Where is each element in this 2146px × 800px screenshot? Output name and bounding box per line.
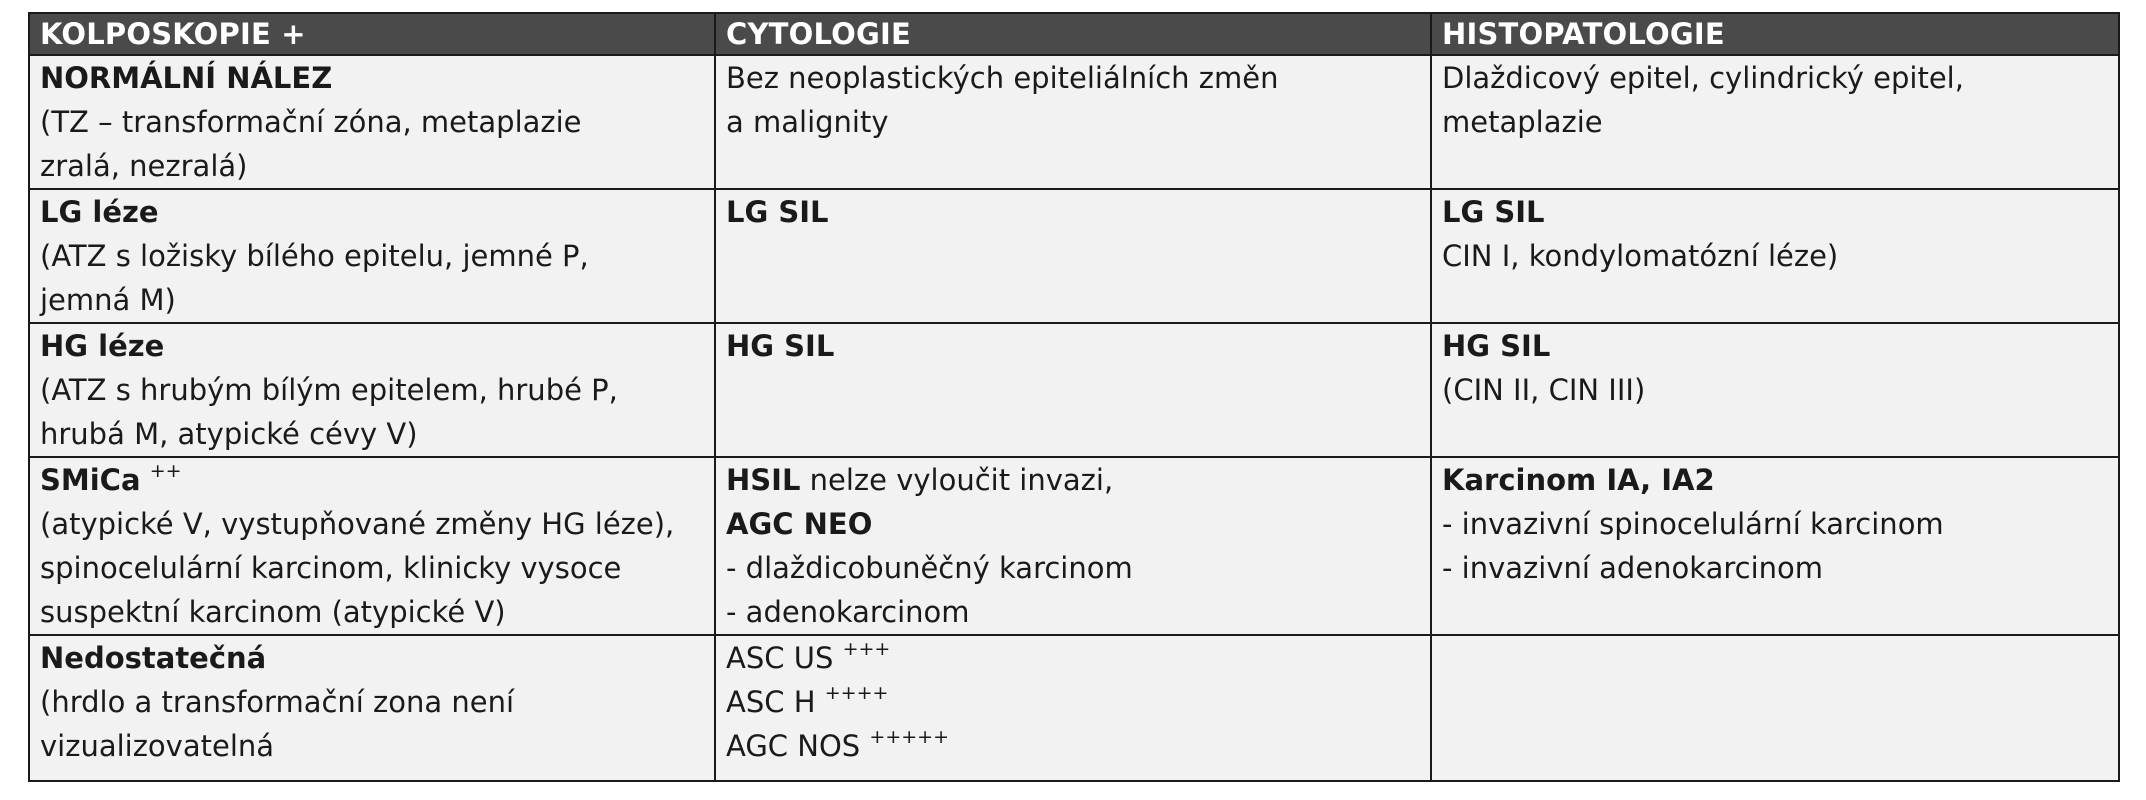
- cell-kolposkopie: [29, 635, 715, 781]
- cell-line: hrubá M, atypické cévy V): [40, 417, 418, 451]
- header-kolposkopie: KOLPOSKOPIE +: [29, 13, 715, 55]
- item-text: ASC H: [726, 685, 816, 719]
- table-row: [29, 55, 2119, 189]
- table-row: [29, 323, 2119, 457]
- cell-line: Dlaždicový epitel, cylindrický epitel,: [1442, 61, 1964, 95]
- footnote-mark: ++: [149, 460, 182, 483]
- cell-histopatologie-empty: [1431, 635, 2119, 781]
- header-histopatologie: HISTOPATOLOGIE: [1431, 13, 2119, 55]
- cell-kolposkopie: [29, 323, 715, 457]
- agc-neo-label: AGC NEO: [726, 507, 873, 541]
- cell-line: (atypické V, vystupňované změny HG léze),: [40, 507, 675, 541]
- cell-title: HG léze: [40, 329, 165, 363]
- cell-histopatologie: [1431, 189, 2119, 323]
- cell-cytologie: [715, 55, 1431, 189]
- cell-line: - invazivní adenokarcinom: [1442, 551, 1824, 585]
- cell-line: (hrdlo a transformační zona není: [40, 685, 515, 719]
- cell-line: (ATZ s hrubým bílým epitelem, hrubé P,: [40, 373, 618, 407]
- cell-item-line: [726, 636, 1422, 680]
- cell-line: jemná M): [40, 283, 176, 317]
- table-row: [29, 457, 2119, 635]
- hsil-label: HSIL: [726, 463, 801, 497]
- cell-line: vizualizovatelná: [40, 729, 275, 763]
- cell-histopatologie: [1431, 457, 2119, 635]
- header-row: [29, 13, 2119, 55]
- cell-kolposkopie: [29, 189, 715, 323]
- cell-item-line: [726, 724, 1422, 768]
- cell-title-line: [40, 458, 706, 502]
- cell-title: HG SIL: [1442, 329, 1551, 363]
- cell-title: Karcinom IA, IA2: [1442, 463, 1715, 497]
- cell-title: SMiCa: [40, 463, 141, 497]
- cell-title: Nedostatečná: [40, 641, 267, 675]
- cell-title: LG léze: [40, 195, 159, 229]
- cell-line: zralá, nezralá): [40, 149, 248, 183]
- hsil-text: nelze vyloučit invazi,: [800, 463, 1114, 497]
- table-row: [29, 635, 2119, 781]
- cell-cytologie: [715, 323, 1431, 457]
- cell-line: (ATZ s ložisky bílého epitelu, jemné P,: [40, 239, 589, 273]
- cell-line: - dlaždicobuněčný karcinom: [726, 551, 1133, 585]
- classification-table: [28, 12, 2120, 782]
- table-row: [29, 189, 2119, 323]
- footnote-mark: +++++: [869, 726, 950, 749]
- cell-line: spinocelulární karcinom, klinicky vysoce: [40, 551, 622, 585]
- item-text: ASC US: [726, 641, 834, 675]
- cell-cytologie: [715, 635, 1431, 781]
- footnote-mark: +++: [842, 638, 891, 661]
- item-text: AGC NOS: [726, 729, 861, 763]
- cell-title: NORMÁLNÍ NÁLEZ: [40, 61, 333, 95]
- cell-histopatologie: [1431, 323, 2119, 457]
- cell-line: metaplazie: [1442, 105, 1603, 139]
- cell-item-line: [726, 680, 1422, 724]
- cell-line: - adenokarcinom: [726, 595, 970, 629]
- cell-line: Bez neoplastických epiteliálních změn: [726, 61, 1279, 95]
- cell-line: (CIN II, CIN III): [1442, 373, 1646, 407]
- cell-title: LG SIL: [1442, 195, 1545, 229]
- cell-histopatologie: [1431, 55, 2119, 189]
- cell-line: suspektní karcinom (atypické V): [40, 595, 506, 629]
- cell-cytologie: [715, 457, 1431, 635]
- cell-hsil-line: [726, 458, 1422, 502]
- cell-line: CIN I, kondylomatózní léze): [1442, 239, 1839, 273]
- header-cytologie: CYTOLOGIE: [715, 13, 1431, 55]
- cell-kolposkopie: [29, 457, 715, 635]
- cell-line: (TZ – transformační zóna, metaplazie: [40, 105, 582, 139]
- cell-line: - invazivní spinocelulární karcinom: [1442, 507, 1944, 541]
- cell-line: a malignity: [726, 105, 889, 139]
- cell-title: HG SIL: [726, 329, 835, 363]
- cell-cytologie: [715, 189, 1431, 323]
- footnote-mark: ++++: [824, 682, 889, 705]
- cell-title: LG SIL: [726, 195, 829, 229]
- cell-kolposkopie: [29, 55, 715, 189]
